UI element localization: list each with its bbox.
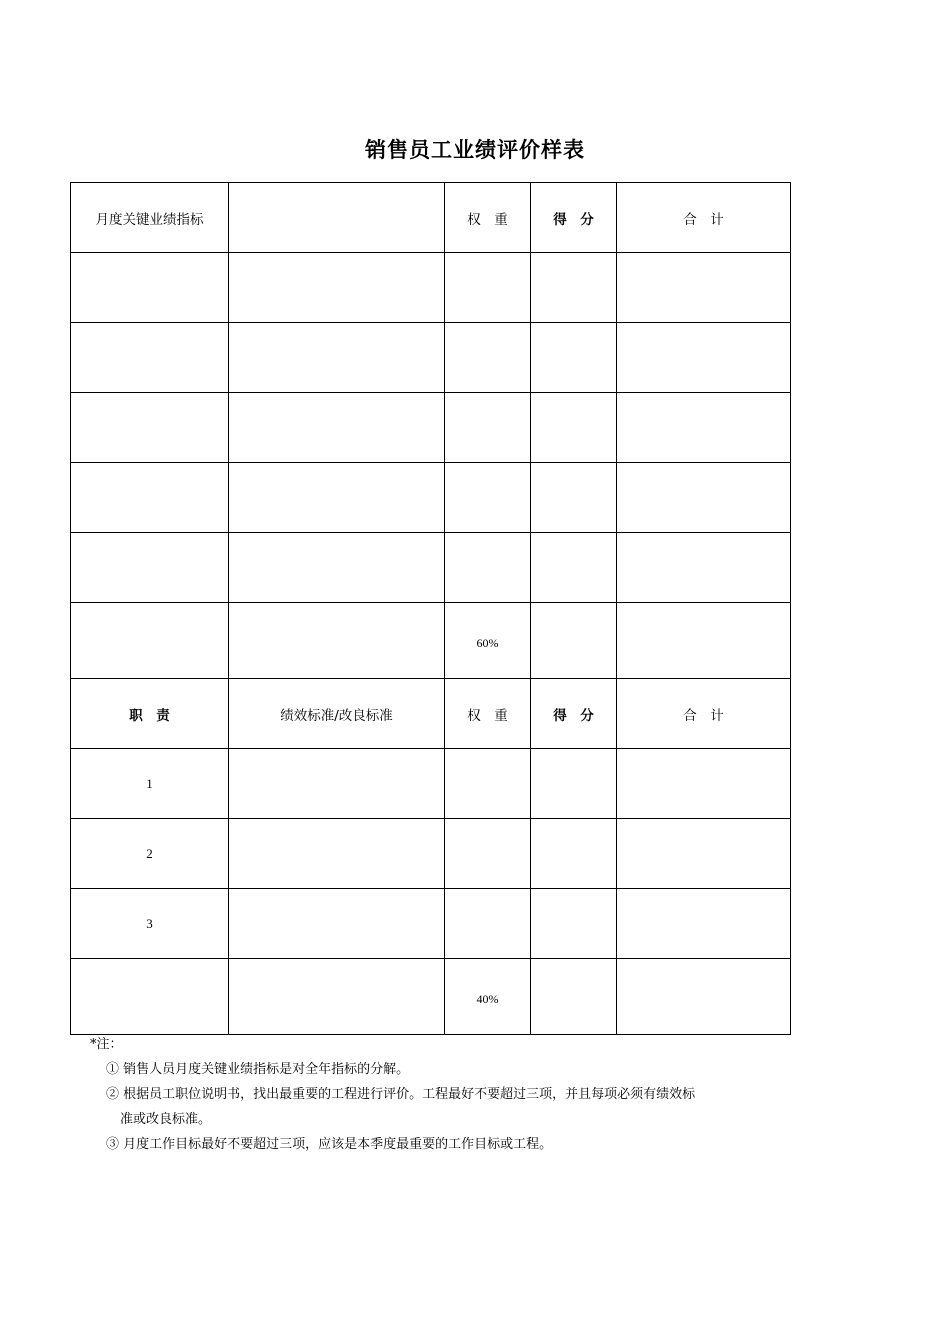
kpi-subtotal-score-cell[interactable] [531, 603, 617, 679]
duty-row [71, 749, 791, 819]
kpi-detail-cell[interactable] [229, 253, 445, 323]
duty-weight-cell[interactable] [445, 819, 531, 889]
kpi-indicator-cell[interactable] [71, 533, 229, 603]
duty-row [71, 819, 791, 889]
kpi-total-cell[interactable] [617, 393, 791, 463]
duty-row [71, 889, 791, 959]
document-title: 销售员工业绩评价样表 [365, 138, 585, 162]
kpi-row [71, 393, 791, 463]
duty-score-cell[interactable] [531, 819, 617, 889]
duty-weight-total: 40% [445, 959, 531, 1035]
duty-total-cell[interactable] [617, 749, 791, 819]
kpi-header-total: 合 计 [617, 183, 791, 253]
kpi-subtotal-indicator-cell[interactable] [71, 603, 229, 679]
duty-header-weight: 权 重 [445, 679, 531, 749]
kpi-score-cell[interactable] [531, 463, 617, 533]
kpi-weight-cell[interactable] [445, 323, 531, 393]
evaluation-table [70, 182, 791, 1035]
duty-standard-cell[interactable] [229, 889, 445, 959]
kpi-row [71, 463, 791, 533]
note-item-2-continued: 准或改良标准。 [120, 1112, 212, 1127]
kpi-score-cell[interactable] [531, 533, 617, 603]
kpi-total-cell[interactable] [617, 533, 791, 603]
kpi-total-cell[interactable] [617, 323, 791, 393]
duty-header-score: 得 分 [531, 679, 617, 749]
duty-subtotal-standard-cell[interactable] [229, 959, 445, 1035]
note-item-2: ② 根据员工职位说明书，找出最重要的工程进行评价。工程最好不要超过三项，并且每项必须有绩效标 [106, 1087, 696, 1102]
kpi-weight-cell[interactable] [445, 533, 531, 603]
duty-number: 3 [71, 889, 229, 959]
kpi-header-weight: 权 重 [445, 183, 531, 253]
kpi-subtotal-total-cell[interactable] [617, 603, 791, 679]
kpi-weight-cell[interactable] [445, 253, 531, 323]
duty-subtotal-duty-cell[interactable] [71, 959, 229, 1035]
kpi-row [71, 323, 791, 393]
duty-score-cell[interactable] [531, 749, 617, 819]
kpi-indicator-cell[interactable] [71, 253, 229, 323]
kpi-header-blank [229, 183, 445, 253]
kpi-subtotal-detail-cell[interactable] [229, 603, 445, 679]
note-item-1: ① 销售人员月度关键业绩指标是对全年指标的分解。 [106, 1062, 410, 1077]
notes-section [90, 1032, 790, 1157]
duty-subtotal-row [71, 959, 791, 1035]
kpi-row [71, 253, 791, 323]
kpi-weight-cell[interactable] [445, 393, 531, 463]
duty-subtotal-total-cell[interactable] [617, 959, 791, 1035]
kpi-indicator-cell[interactable] [71, 463, 229, 533]
kpi-detail-cell[interactable] [229, 323, 445, 393]
duty-header-row [71, 679, 791, 749]
duty-number: 2 [71, 819, 229, 889]
kpi-total-cell[interactable] [617, 463, 791, 533]
kpi-score-cell[interactable] [531, 323, 617, 393]
kpi-header-row [71, 183, 791, 253]
kpi-detail-cell[interactable] [229, 533, 445, 603]
kpi-score-cell[interactable] [531, 393, 617, 463]
duty-number: 1 [71, 749, 229, 819]
kpi-weight-cell[interactable] [445, 463, 531, 533]
kpi-indicator-cell[interactable] [71, 393, 229, 463]
kpi-detail-cell[interactable] [229, 463, 445, 533]
duty-subtotal-score-cell[interactable] [531, 959, 617, 1035]
duty-header-total: 合 计 [617, 679, 791, 749]
kpi-total-cell[interactable] [617, 253, 791, 323]
duty-total-cell[interactable] [617, 889, 791, 959]
kpi-subtotal-row [71, 603, 791, 679]
duty-weight-cell[interactable] [445, 749, 531, 819]
duty-weight-cell[interactable] [445, 889, 531, 959]
duty-standard-cell[interactable] [229, 749, 445, 819]
kpi-row [71, 533, 791, 603]
note-item-3: ③ 月度工作目标最好不要超过三项，应该是本季度最重要的工作目标或工程。 [106, 1137, 553, 1152]
kpi-weight-total: 60% [445, 603, 531, 679]
kpi-header-indicator: 月度关键业绩指标 [71, 183, 229, 253]
duty-standard-cell[interactable] [229, 819, 445, 889]
kpi-header-score: 得 分 [531, 183, 617, 253]
duty-header-standard: 绩效标准/改良标准 [229, 679, 445, 749]
duty-score-cell[interactable] [531, 889, 617, 959]
kpi-indicator-cell[interactable] [71, 323, 229, 393]
duty-header-duty: 职 责 [71, 679, 229, 749]
kpi-detail-cell[interactable] [229, 393, 445, 463]
kpi-score-cell[interactable] [531, 253, 617, 323]
duty-total-cell[interactable] [617, 819, 791, 889]
notes-label: *注： [90, 1037, 123, 1052]
